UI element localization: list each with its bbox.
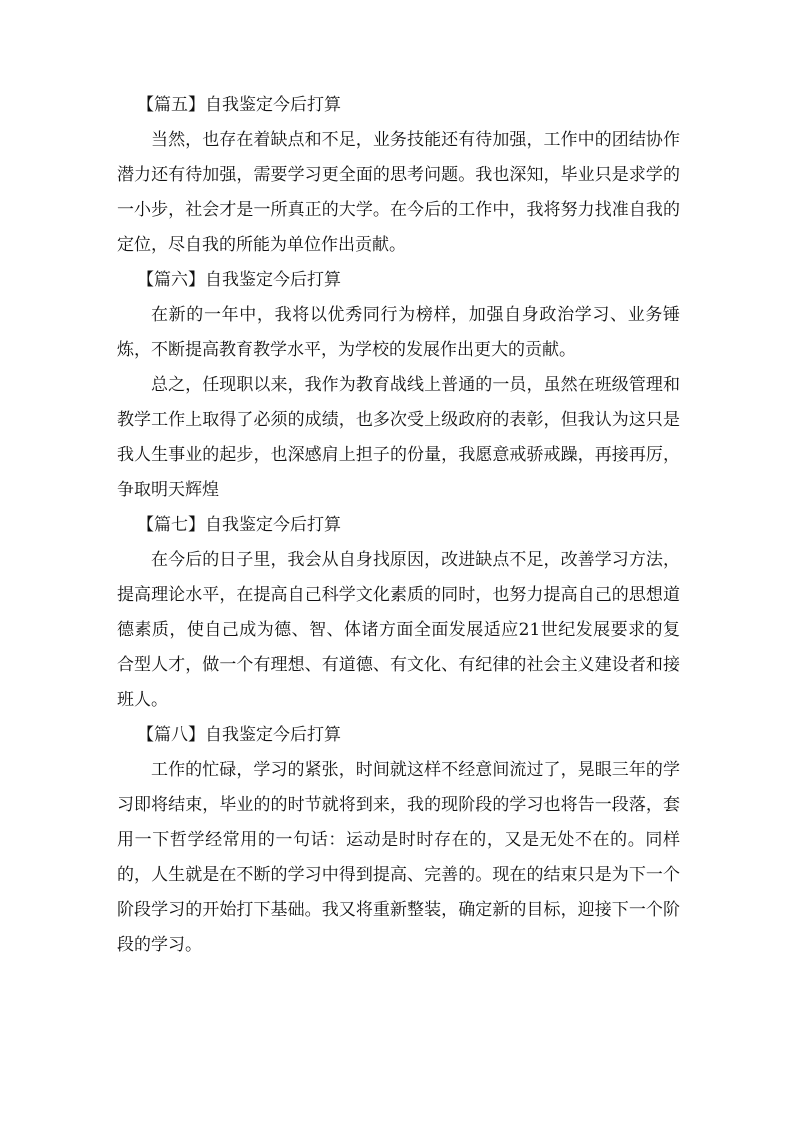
paragraph: 工作的忙碌，学习的紧张，时间就这样不经意间流过了，晃眼三年的学习即将结束，毕业的的时节就将到来，我的现阶段的学习也将告一段落，套用一下哲学经常用的一句话：运动是时时存在的，又是无处不在的。同样的，人生就是在不断的学习中得到提高、完善的。现在的结束只是为下一个阶段学习的开始打下基础。我又将重新整装，确定新的目标，迎接下一个阶段的学习。	[117, 760, 680, 955]
paragraph: 在今后的日子里，我会从自身找原因，改进缺点不足，改善学习方法，提高理论水平，在提高自己科学文化素质的同时，也努力提高自己的思想道德素质，使自己成为德、智、体诸方面全面发展适应21世纪发展要求的复合型人才，做一个有理想、有道德、有文化、有纪律的社会主义建设者和接班人。	[117, 550, 680, 710]
paragraph: 总之，任现职以来，我作为教育战线上普通的一员，虽然在班级管理和教学工作上取得了必须的成绩，也多次受上级政府的表彰，但我认为这只是我人生事业的起步，也深感肩上担子的份量，我愿意戒骄戒躁，再接再厉，争取明天辉煌	[117, 375, 680, 500]
section-heading: 【篇八】自我鉴定今后打算	[137, 725, 341, 745]
document-page	[117, 88, 680, 963]
section-8	[117, 718, 680, 963]
section-heading: 【篇六】自我鉴定今后打算	[137, 270, 341, 290]
paragraph: 在新的一年中，我将以优秀同行为榜样，加强自身政治学习、业务锤炼，不断提高教育教学水平，为学校的发展作出更大的贡献。	[117, 305, 680, 360]
section-heading: 【篇七】自我鉴定今后打算	[137, 515, 341, 535]
section-5	[117, 88, 680, 263]
paragraph: 当然，也存在着缺点和不足，业务技能还有待加强，工作中的团结协作潜力还有待加强，需要学习更全面的思考问题。我也深知，毕业只是求学的一小步，社会才是一所真正的大学。在今后的工作中，我将努力找准自我的定位，尽自我的所能为单位作出贡献。	[117, 130, 680, 255]
section-7	[117, 508, 680, 718]
section-6	[117, 263, 680, 508]
section-heading: 【篇五】自我鉴定今后打算	[137, 95, 341, 115]
